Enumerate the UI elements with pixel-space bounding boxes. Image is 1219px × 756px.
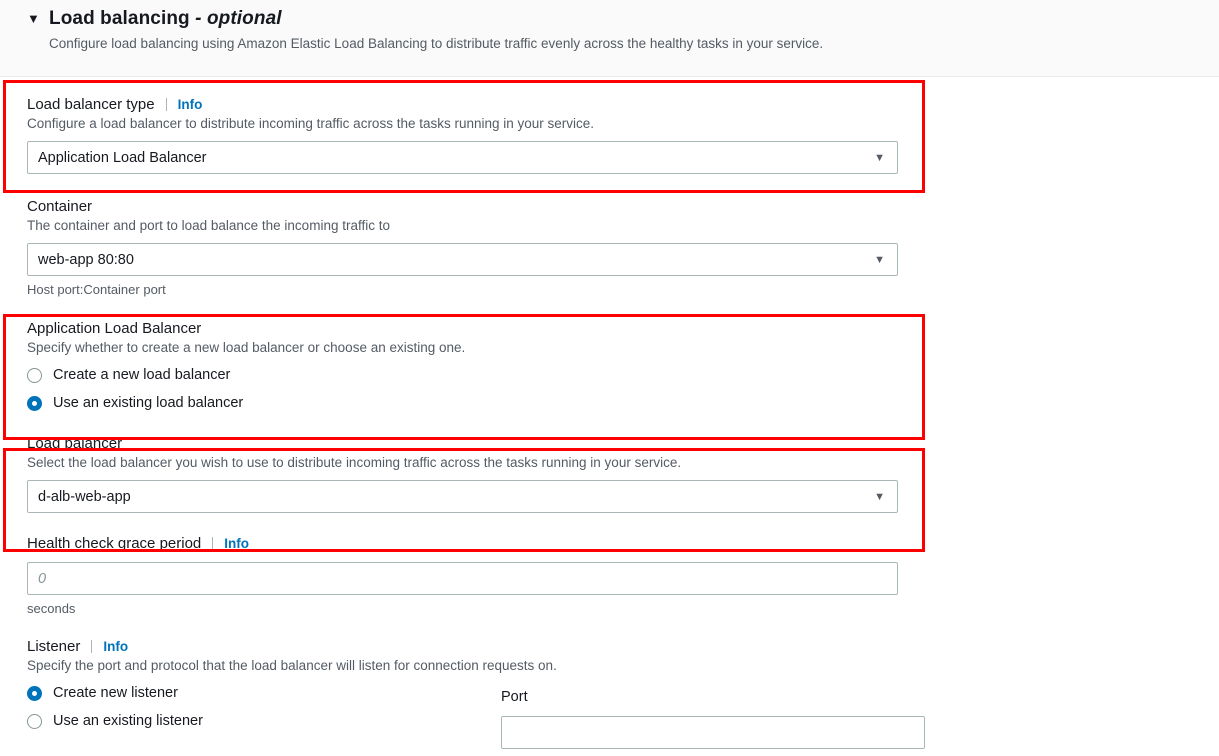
load-balancer-type-info-link[interactable]: Info (177, 97, 203, 112)
radio-use-existing-listener-label: Use an existing listener (53, 713, 203, 729)
divider (166, 98, 167, 111)
health-check-grace-period-label-row (27, 535, 1219, 552)
listener-label-row (27, 638, 1219, 655)
field-application-load-balancer (0, 297, 1219, 411)
caret-down-icon[interactable]: ▼ (27, 11, 40, 26)
load-balancer-type-value: Application Load Balancer (38, 149, 207, 166)
radio-use-existing-load-balancer[interactable] (27, 395, 1219, 411)
container-label-row (27, 198, 1219, 215)
application-load-balancer-description: Specify whether to create a new load balancer or choose an existing one. (27, 340, 466, 355)
load-balancer-type-select[interactable] (27, 141, 898, 174)
chevron-down-icon[interactable]: ▼ (874, 253, 885, 266)
divider (212, 537, 213, 550)
field-load-balancer (0, 411, 1219, 513)
listener-port-input[interactable] (501, 716, 925, 749)
radio-use-existing-load-balancer-label: Use an existing load balancer (53, 395, 244, 411)
application-load-balancer-label: Application Load Balancer (27, 320, 202, 337)
radio-create-new-listener[interactable] (27, 685, 1219, 701)
load-balancing-section-header (0, 0, 1219, 77)
radio-create-new-load-balancer-label: Create a new load balancer (53, 367, 231, 383)
load-balancing-form (0, 77, 1219, 729)
health-check-grace-period-placeholder: 0 (38, 570, 47, 587)
chevron-down-icon[interactable]: ▼ (874, 151, 885, 164)
application-load-balancer-label-row (27, 320, 1219, 337)
listener-port-label: Port (501, 689, 528, 705)
chevron-down-icon[interactable]: ▼ (874, 490, 885, 503)
load-balancer-type-description: Configure a load balancer to distribute incoming traffic across the tasks running in your service. (27, 116, 595, 131)
field-container (0, 174, 1219, 297)
container-label: Container (27, 198, 93, 215)
radio-icon[interactable] (27, 714, 42, 729)
field-health-check-grace-period (0, 513, 1219, 616)
radio-icon-selected[interactable] (27, 396, 42, 411)
container-description: The container and port to load balance the incoming traffic to (27, 218, 390, 233)
health-check-grace-period-input[interactable] (27, 562, 898, 595)
load-balancer-label: Load balancer (27, 435, 123, 452)
health-check-grace-period-hint: seconds (27, 601, 76, 616)
container-hint: Host port:Container port (27, 282, 166, 297)
section-optional-badge: - optional (195, 8, 282, 29)
divider (91, 640, 92, 653)
health-check-grace-period-info-link[interactable]: Info (224, 536, 250, 551)
radio-icon[interactable] (27, 368, 42, 383)
listener-info-link[interactable]: Info (103, 639, 129, 654)
health-check-grace-period-label: Health check grace period (27, 535, 202, 552)
field-load-balancer-type (0, 77, 1219, 174)
container-value: web-app 80:80 (38, 251, 134, 268)
radio-icon-selected[interactable] (27, 686, 42, 701)
field-listener (0, 616, 1219, 729)
section-header-row[interactable] (0, 0, 1219, 30)
radio-create-new-listener-label: Create new listener (53, 685, 178, 701)
listener-description: Specify the port and protocol that the load balancer will listen for connection requests on. (27, 658, 557, 673)
load-balancer-label-row (27, 435, 1219, 452)
load-balancer-type-label: Load balancer type (27, 96, 155, 113)
section-description: Configure load balancing using Amazon Elastic Load Balancing to distribute traffic evenly across the healthy tasks in your service. (49, 36, 824, 51)
load-balancer-value: d-alb-web-app (38, 488, 131, 505)
page-title (49, 8, 282, 30)
load-balancer-description: Select the load balancer you wish to use to distribute incoming traffic across the tasks running in your service. (27, 455, 682, 470)
container-select[interactable] (27, 243, 898, 276)
radio-create-new-load-balancer[interactable] (27, 367, 1219, 383)
section-title-text: Load balancing (49, 8, 190, 29)
load-balancer-type-label-row (27, 96, 1219, 113)
load-balancer-select[interactable] (27, 480, 898, 513)
listener-label: Listener (27, 638, 81, 655)
